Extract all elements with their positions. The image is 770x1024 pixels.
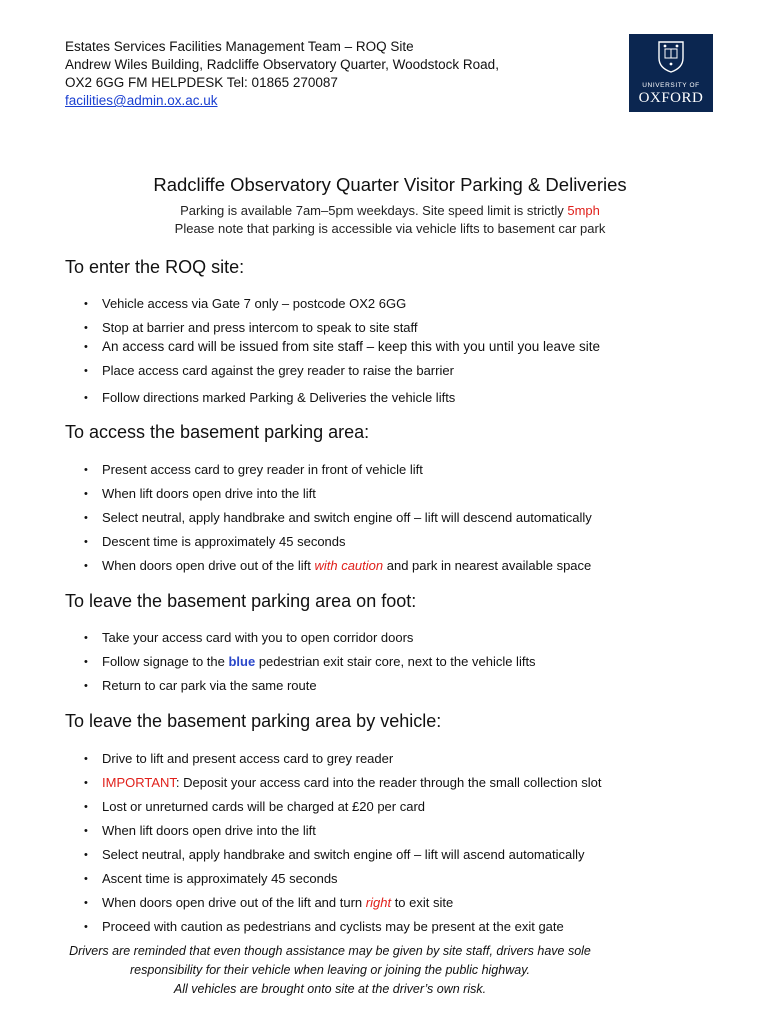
section-vehicle-list [65, 751, 602, 943]
subtitle-line-2: Please note that parking is accessible via vehicle lifts to basement car park [174, 221, 606, 236]
right-emphasis: right [365, 895, 392, 910]
caution-emphasis: with caution [314, 558, 384, 573]
university-logo [629, 34, 713, 112]
footer-line-1: Drivers are reminded that even though assistance may be given by site staff, drivers have sole [69, 944, 591, 958]
subtitle-text: Parking is available 7am–5pm weekdays. Site speed limit is strictly [180, 203, 568, 218]
list-item: • Present access card to grey reader in front of vehicle lift [65, 462, 592, 486]
list-item [65, 895, 602, 919]
blue-emphasis: blue [228, 654, 256, 669]
header-line-3: OX2 6GG FM HELPDESK Tel: 01865 270087 [65, 75, 338, 90]
list-item: • Stop at barrier and press intercom to speak to site staff [65, 320, 600, 339]
item-text: Follow signage to the [102, 654, 229, 669]
list-item: • Drive to lift and present access card to grey reader [65, 751, 602, 775]
important-label: IMPORTANT [102, 775, 176, 790]
logo-oxford-text: OXFORD [638, 90, 704, 106]
item-text: and park in nearest available space [383, 558, 592, 573]
list-item: • Descent time is approximately 45 seconds [65, 534, 592, 558]
item-text: to exit site [391, 895, 454, 910]
section-enter-list [65, 296, 600, 414]
list-item: • Follow directions marked Parking & Deliveries the vehicle lifts [65, 390, 600, 414]
footer-notice [0, 942, 660, 999]
list-item: • When lift doors open drive into the lift [65, 486, 592, 510]
section-foot-list [65, 630, 536, 702]
list-item: • Return to car park via the same route [65, 678, 536, 702]
section-basement-list [65, 462, 592, 582]
logo-university-text: UNIVERSITY OF [642, 82, 700, 89]
subtitle-line-1 [0, 203, 770, 218]
list-item: • Select neutral, apply handbrake and switch engine off – lift will descend automatically [65, 510, 592, 534]
speed-limit: 5mph [567, 203, 600, 218]
list-item [65, 558, 592, 582]
section-foot-heading: To leave the basement parking area on foot: [65, 591, 417, 611]
list-item: • Lost or unreturned cards will be charged at £20 per card [65, 799, 602, 823]
list-item: • Take your access card with you to open corridor doors [65, 630, 536, 654]
email-link[interactable]: facilities@admin.ox.ac.uk [65, 93, 218, 108]
section-vehicle-heading: To leave the basement parking area by vehicle: [65, 711, 442, 731]
header-line-1: Estates Services Facilities Management Team – ROQ Site [65, 39, 414, 54]
section-enter-heading: To enter the ROQ site: [65, 257, 245, 277]
header-line-2: Andrew Wiles Building, Radcliffe Observatory Quarter, Woodstock Road, [65, 57, 499, 72]
list-item: • Ascent time is approximately 45 seconds [65, 871, 602, 895]
crest-icon [657, 40, 685, 74]
item-text: When doors open drive out of the lift and turn [102, 895, 366, 910]
item-text: : Deposit your access card into the reader through the small collection slot [175, 775, 602, 790]
section-basement-heading: To access the basement parking area: [65, 422, 370, 442]
item-text: pedestrian exit stair core, next to the vehicle lifts [255, 654, 536, 669]
list-item [65, 654, 536, 678]
list-item: • Select neutral, apply handbrake and switch engine off – lift will ascend automatically [65, 847, 602, 871]
contact-header [65, 38, 499, 110]
list-item: • Proceed with caution as pedestrians and cyclists may be present at the exit gate [65, 919, 602, 943]
footer-line-3: All vehicles are brought onto site at the driver’s own risk. [173, 982, 487, 996]
list-item: • When lift doors open drive into the lift [65, 823, 602, 847]
list-item: • An access card will be issued from site staff – keep this with you until you leave site [65, 339, 600, 363]
list-item: • Vehicle access via Gate 7 only – postcode OX2 6GG [65, 296, 600, 320]
list-item [65, 775, 602, 799]
page-title: Radcliffe Observatory Quarter Visitor Parking & Deliveries [153, 174, 627, 195]
item-text: When doors open drive out of the lift [102, 558, 315, 573]
list-item: • Place access card against the grey reader to raise the barrier [65, 363, 600, 390]
footer-line-2: responsibility for their vehicle when leaving or joining the public highway. [130, 963, 530, 977]
